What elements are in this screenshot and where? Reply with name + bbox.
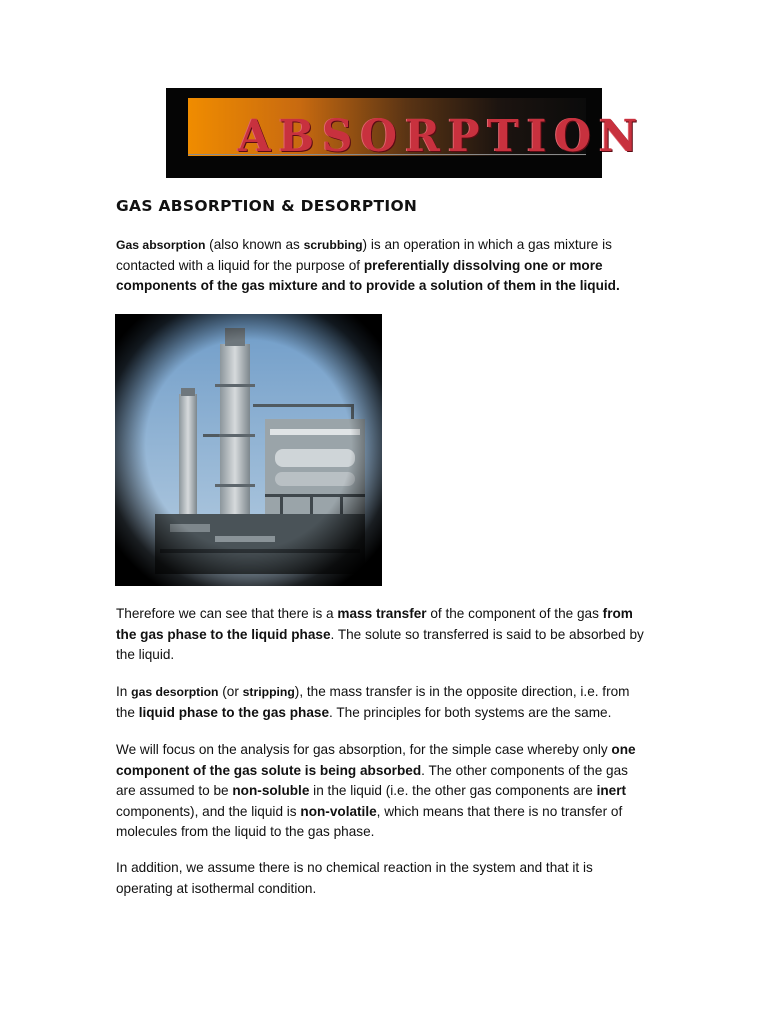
term-mass-transfer: mass transfer xyxy=(337,606,427,621)
paragraph-assumptions: We will focus on the analysis for gas absorption, for the simple case whereby only one component of the gas solute is being absorbed. The other components of the gas are assumed to be non-soluble in the liquid (i.e. the other gas components are inert components), and the liquid is non-volatile, which means that there is no transfer of molecules from the liquid to the gas phase. xyxy=(116,742,636,839)
term-non-soluble: non-soluble xyxy=(232,783,310,798)
term-stripping: stripping xyxy=(242,685,295,699)
term-non-volatile: non-volatile xyxy=(300,803,377,819)
paragraph-definition: Gas absorption (also known as scrubbing) is an operation in which a gas mixture is contacted with a liquid for the purpose of preferentially dissolving one or more components of the gas mixture and to provide a solution of them in the liquid. xyxy=(116,237,620,293)
paragraph-mass-transfer: Therefore we can see that there is a mass transfer of the component of the gas from the gas phase to the liquid phase. The solute so transferred is said to be absorbed by the liquid. xyxy=(116,606,644,662)
paragraph-isothermal: In addition, we assume there is no chemical reaction in the system and that it is operating at isothermal condition. xyxy=(116,860,593,896)
refinery-photo xyxy=(115,314,382,586)
emphasis-liquid-to-gas: liquid phase to the gas phase xyxy=(138,704,330,720)
emphasis-gas-to-liquid: from the gas phase to the liquid phase xyxy=(116,606,633,642)
emphasis-one-component: one component of the gas solute is being absorbed xyxy=(116,742,636,778)
banner-title: ABSORPTION xyxy=(238,110,646,162)
term-scrubbing: scrubbing xyxy=(303,238,363,252)
absorption-banner xyxy=(166,88,646,178)
term-inert: inert xyxy=(596,783,627,798)
emphasis-definition: preferentially dissolving one or more components of the gas mixture and to provide a solution of them in the liquid. xyxy=(116,257,620,293)
term-gas-absorption: Gas absorption xyxy=(116,238,206,252)
page-title: GAS ABSORPTION & DESORPTION xyxy=(116,197,418,215)
paragraph-desorption: In gas desorption (or stripping), the mass transfer is in the opposite direction, i.e. from the liquid phase to the gas phase. The principles for both systems are the same. xyxy=(116,684,630,720)
term-gas-desorption: gas desorption xyxy=(131,685,219,699)
